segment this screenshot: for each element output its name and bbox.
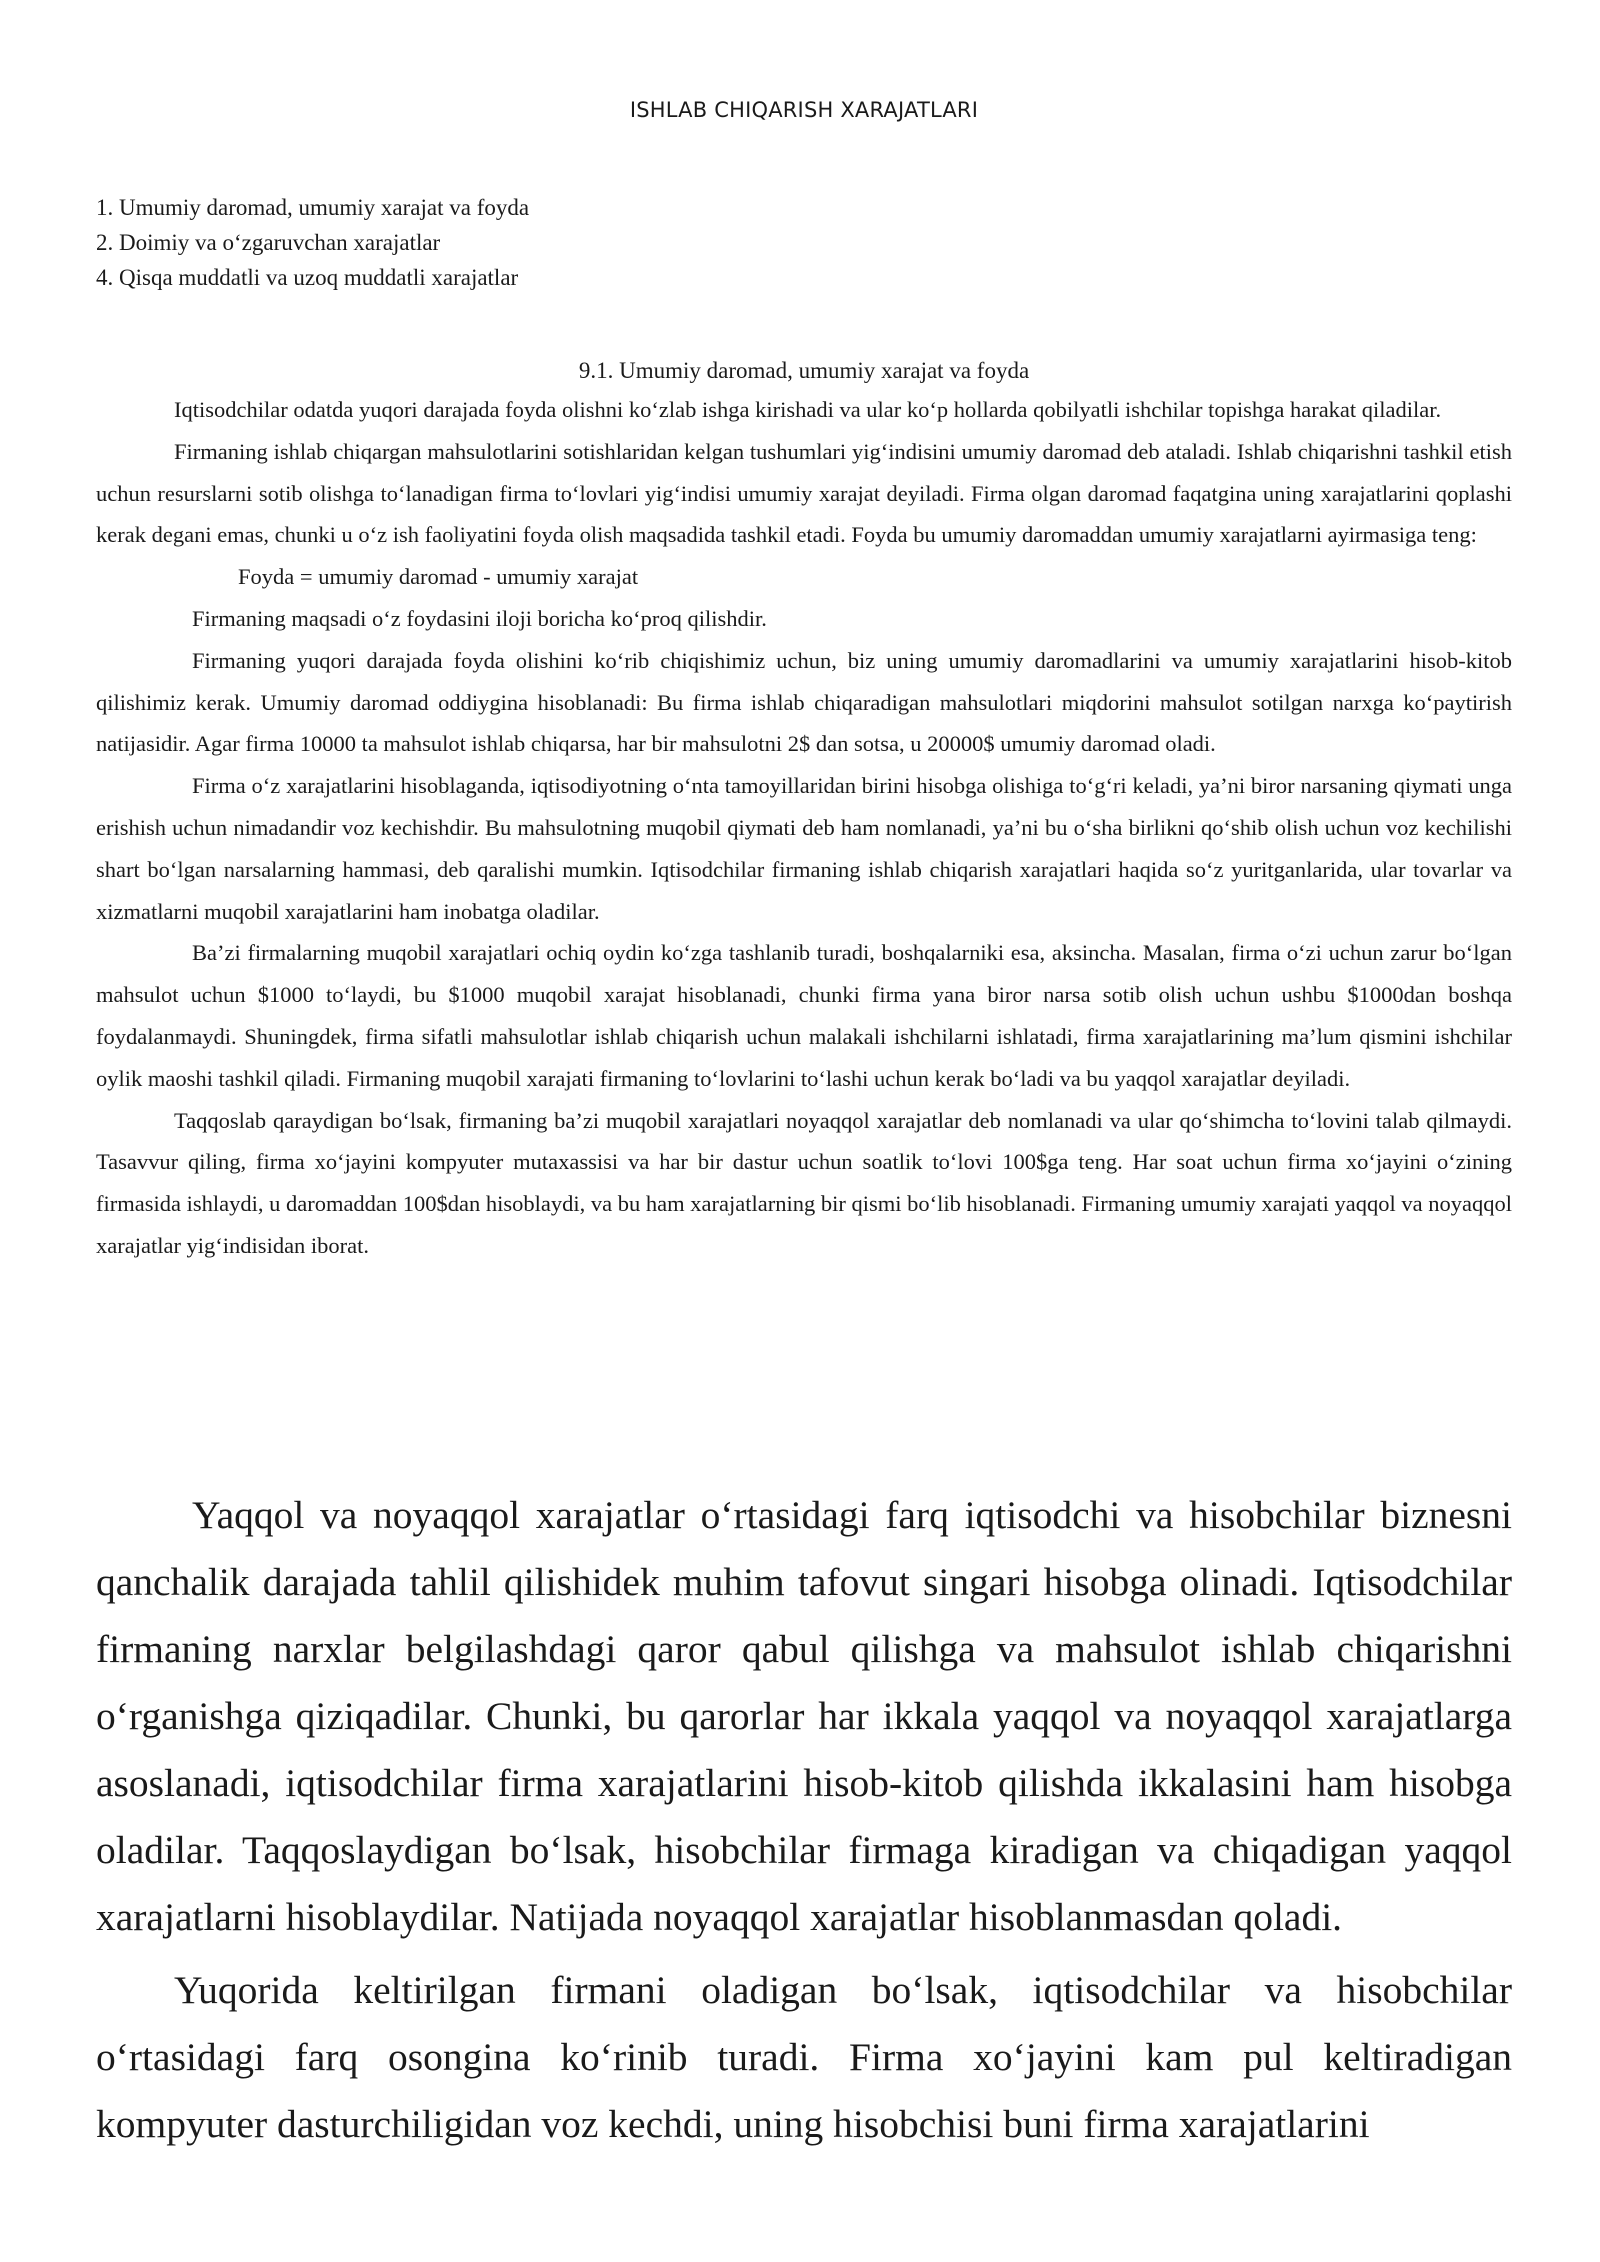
body-text bbox=[96, 389, 1512, 1267]
paragraph: Firma o‘z xarajatlarini hisoblaganda, iqtisodiyotning o‘nta tamoyillaridan birini hisobga olishiga to‘g‘ri keladi, ya’ni biror narsaning qiymati unga erishish uchun nimadandir voz kechishdir. Bu mahsulotning muqobil qiymati deb ham nomlanadi, ya’ni bu o‘sha birlikni qo‘shib olish uchun voz kechilishi shart bo‘lgan narsalarning hammasi, deb qaralishi mumkin. Iqtisodchilar firmaning ishlab chiqarish xarajatlari haqida so‘z yuritganlarida, ular tovarlar va xizmatlarni muqobil xarajatlarini ham inobatga oladilar. bbox=[96, 773, 1512, 924]
toc-item: 2. Doimiy va o‘zgaruvchan xarajatlar bbox=[96, 230, 441, 255]
formula-line: Foyda = umumiy daromad - umumiy xarajat bbox=[238, 564, 639, 590]
paragraph: Firmaning maqsadi o‘z foydasini iloji boricha ko‘proq qilishdir. bbox=[192, 605, 767, 631]
paragraph-large: Yaqqol va noyaqqol xarajatlar o‘rtasidagi farq iqtisodchi va hisobchilar biznesni qanchalik darajada tahlil qilishidek muhim tafovut singari hisobga olinadi. Iqtisodchilar firmaning narxlar belgilashdagi qaror qabul qilishga va mahsulot ishlab chiqarishni o‘rganishga qiziqadilar. Chunki, bu qarorlar har ikkala yaqqol va noyaqqol xarajatlarga asoslanadi, iqtisodchilar firma xarajatlarini hisob-kitob qilishda ikkalasini ham hisobga oladilar. Taqqoslaydigan bo‘lsak, hisobchilar firmaga kiradigan va chiqadigan yaqqol xarajatlarni hisoblaydilar. Natijada noyaqqol xarajatlar hisoblanmasdan qoladi. bbox=[96, 1493, 1512, 1939]
paragraph: Iqtisodchilar odatda yuqori darajada foyda olishni ko‘zlab ishga kirishadi va ular ko‘p hollarda qobilyatli ishchilar topishga harakat qiladilar. bbox=[174, 397, 1442, 422]
toc-item: 4. Qisqa muddatli va uzoq muddatli xarajatlar bbox=[96, 265, 519, 290]
toc-item: 1. Umumiy daromad, umumiy xarajat va foyda bbox=[96, 195, 530, 220]
document-title: ISHLAB CHIQARISH XARAJATLARI bbox=[629, 98, 979, 122]
body-text-large bbox=[96, 1482, 1512, 2158]
paragraph: Ba’zi firmalarning muqobil xarajatlari ochiq oydin ko‘zga tashlanib turadi, boshqalarniki esa, aksincha. Masalan, firma o‘zi uchun zarur bo‘lgan mahsulot uchun $1000 to‘laydi, bu $1000 muqobil xarajat hisoblanadi, chunki firma yana biror narsa sotib olish uchun ushbu $1000dan boshqa foydalanmaydi. Shuningdek, firma sifatli mahsulotlar ishlab chiqarish uchun malakali ishchilarni ishlatadi, firma xarajatlarining ma’lum qismini ishchilar oylik maoshi tashkil qiladi. Firmaning muqobil xarajati firmaning to‘lovlarini to‘lashi uchun kerak bo‘ladi va bu yaqqol xarajatlar deyiladi. bbox=[96, 940, 1512, 1091]
table-of-contents bbox=[96, 190, 529, 295]
paragraph: Firmaning ishlab chiqargan mahsulotlarini sotishlaridan kelgan tushumlari yig‘indisini umumiy daromad deb ataladi. Ishlab chiqarishni tashkil etish uchun resurslarni sotib olishga to‘lanadigan firma to‘lovlari yig‘indisi umumiy xarajat deyiladi. Firma olgan daromad faqatgina uning xarajatlarini qoplashi kerak degani emas, chunki u o‘z ish faoliyatini foyda olish maqsadida tashkil etadi. Foyda bu umumiy daromaddan umumiy xarajatlarni ayirmasiga teng: bbox=[96, 438, 1512, 548]
section-heading: 9.1. Umumiy daromad, umumiy xarajat va foyda bbox=[578, 358, 1030, 383]
paragraph-large: Yuqorida keltirilgan firmani oladigan bo‘lsak, iqtisodchilar va hisobchilar o‘rtasidagi farq osongina ko‘rinib turadi. Firma xo‘jayini kam pul keltiradigan kompyuter dasturchiligidan voz kechdi, uning hisobchisi buni firma xarajatlarini bbox=[96, 1968, 1512, 2146]
paragraph: Firmaning yuqori darajada foyda olishini ko‘rib chiqishimiz uchun, biz uning umumiy daromadlarini va umumiy xarajatlarini hisob-kitob qilishimiz kerak. Umumiy daromad oddiygina hisoblanadi: Bu firma ishlab chiqaradigan mahsulotlari miqdorini mahsulot sotilgan narxga ko‘paytirish natijasidir. Agar firma 10000 ta mahsulot ishlab chiqarsa, har bir mahsulotni 2$ dan sotsa, u 20000$ umumiy daromad oladi. bbox=[96, 647, 1512, 757]
paragraph: Taqqoslab qaraydigan bo‘lsak, firmaning ba’zi muqobil xarajatlari noyaqqol xarajatlar deb nomlanadi va ular qo‘shimcha to‘lovini talab qilmaydi. Tasavvur qiling, firma xo‘jayini kompyuter mutaxassisi va har bir dastur uchun soatlik to‘lovi 100$ga teng. Har soat uchun firma xo‘jayini o‘zining firmasida ishlaydi, u daromaddan 100$dan hisoblaydi, va bu ham xarajatlarning bir qismi bo‘lib hisoblanadi. Firmaning umumiy xarajati yaqqol va noyaqqol xarajatlar yig‘indisidan iborat. bbox=[96, 1107, 1512, 1258]
